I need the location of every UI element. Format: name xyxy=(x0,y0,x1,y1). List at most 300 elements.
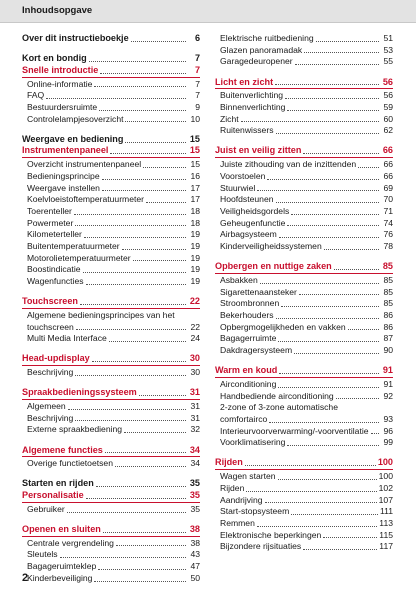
dot-leader xyxy=(146,202,186,203)
toc-entry-title: Kinderbeveiliging xyxy=(27,572,93,583)
toc-page-number: 35 xyxy=(190,503,200,514)
toc-page-number: 19 xyxy=(190,252,200,263)
toc-page-number: 17 xyxy=(190,194,200,205)
toc-page-number: 85 xyxy=(383,274,393,285)
toc-page-number: 85 xyxy=(383,286,393,297)
dot-leader xyxy=(316,41,379,42)
toc-section-heading[interactable] xyxy=(215,261,393,274)
toc-entry-title: Hoofdsteunen xyxy=(220,194,274,205)
toc-page-number: 34 xyxy=(189,444,200,455)
dot-leader xyxy=(143,167,186,168)
toc-entry[interactable] xyxy=(215,310,393,322)
dot-leader xyxy=(110,153,186,154)
toc-entry[interactable] xyxy=(215,322,393,334)
toc-entry[interactable] xyxy=(215,241,393,253)
dot-leader xyxy=(358,167,379,168)
toc-entry-title: Opbergen en nuttige zaken xyxy=(215,261,332,272)
toc-entry-title: Airconditioning xyxy=(220,378,277,389)
dot-leader xyxy=(278,387,379,388)
toc-entry[interactable] xyxy=(215,102,393,114)
toc-page-number: 55 xyxy=(383,56,393,67)
toc-section-heading[interactable] xyxy=(22,33,200,45)
toc-section-heading[interactable] xyxy=(215,458,393,471)
toc-entry-title: Aandrijving xyxy=(220,494,263,505)
toc-entry-title: Elektronische beperkingen xyxy=(220,529,322,540)
dot-leader xyxy=(139,395,186,396)
dot-leader xyxy=(103,532,186,533)
dot-leader xyxy=(334,269,379,270)
toc-page-number: 71 xyxy=(383,205,393,216)
dot-leader xyxy=(89,61,186,62)
toc-entry[interactable] xyxy=(22,90,200,102)
toc-entry[interactable] xyxy=(215,229,393,241)
toc-entry-title: Asbakken xyxy=(220,274,258,285)
toc-entry-title: touchscreen xyxy=(27,321,74,332)
toc-entry-title: Online-informatie xyxy=(27,78,93,89)
toc-section-heading[interactable] xyxy=(215,365,393,378)
toc-page-number: 53 xyxy=(383,44,393,55)
toc-entry-title: Kinderveiligheidssystemen xyxy=(220,240,322,251)
toc-entry[interactable] xyxy=(22,333,200,345)
toc-entry[interactable] xyxy=(215,541,393,553)
toc-entry[interactable] xyxy=(215,33,393,45)
toc-page-number: 24 xyxy=(190,333,200,344)
dot-leader xyxy=(99,110,186,111)
toc-entry-continued[interactable]: Algemene bedieningsprincipes van het xyxy=(27,309,175,320)
toc-entry-title: Warm en koud xyxy=(215,365,278,376)
toc-entry-title: Ruitenwissers xyxy=(220,125,274,136)
toc-page-number: 100 xyxy=(377,457,393,468)
dot-leader xyxy=(75,375,186,376)
toc-page-number: 100 xyxy=(378,471,393,482)
toc-entry-title: Juiste zithouding van de inzittenden xyxy=(220,159,357,170)
toc-entry-title: Snelle introductie xyxy=(22,64,99,75)
toc-entry-title: Bijzondere rijsituaties xyxy=(220,541,302,552)
dot-leader xyxy=(116,545,186,546)
toc-entry[interactable] xyxy=(215,530,393,542)
dot-leader xyxy=(109,341,186,342)
toc-entry-title: Over dit instructieboekje xyxy=(22,32,129,43)
toc-entry-title: Handbediende airconditioning xyxy=(220,390,334,401)
toc-entry[interactable] xyxy=(22,171,200,183)
toc-section-heading[interactable] xyxy=(22,524,200,537)
toc-page-number: 31 xyxy=(190,412,200,423)
dot-leader xyxy=(75,420,186,421)
toc-entry-title: Voorstoelen xyxy=(220,170,266,181)
toc-page-number: 7 xyxy=(195,78,200,89)
toc-entry-title: Remmen xyxy=(220,517,255,528)
dot-leader xyxy=(299,294,379,295)
toc-entry[interactable] xyxy=(22,194,200,206)
toc-entry[interactable] xyxy=(215,90,393,102)
toc-entry-title: Juist en veilig zitten xyxy=(215,145,302,156)
toc-page-number: 62 xyxy=(383,125,393,136)
toc-entry[interactable] xyxy=(215,495,393,507)
toc-entry[interactable] xyxy=(22,549,200,561)
dot-leader xyxy=(287,110,379,111)
toc-entry[interactable] xyxy=(215,206,393,218)
toc-entry[interactable] xyxy=(215,56,393,68)
dot-leader xyxy=(75,225,186,226)
dot-leader xyxy=(276,318,379,319)
toc-page-number: 31 xyxy=(189,387,200,398)
dot-leader xyxy=(287,225,379,226)
dot-leader xyxy=(84,237,186,238)
dot-leader xyxy=(74,214,186,215)
toc-entry[interactable] xyxy=(22,159,200,171)
toc-entry-title: Bekerhouders xyxy=(220,309,274,320)
dot-leader xyxy=(303,549,377,550)
toc-entry[interactable] xyxy=(22,538,200,550)
dot-leader xyxy=(275,84,379,85)
dot-leader xyxy=(98,569,186,570)
toc-entry[interactable] xyxy=(215,426,393,438)
toc-entry[interactable] xyxy=(22,114,200,126)
toc-page-number: 86 xyxy=(383,309,393,320)
toc-page-number: 15 xyxy=(190,159,200,170)
toc-entry-title: Motorolietemperatuurmeter xyxy=(27,252,131,263)
toc-entry[interactable] xyxy=(22,573,200,585)
dot-leader xyxy=(279,237,379,238)
toc-entry[interactable] xyxy=(22,102,200,114)
toc-entry[interactable] xyxy=(215,379,393,391)
dot-leader xyxy=(102,179,186,180)
toc-entry-continued[interactable]: 2-zone of 3-zone automatische xyxy=(220,402,338,413)
toc-page-number: 19 xyxy=(190,229,200,240)
toc-entry[interactable] xyxy=(22,504,200,516)
toc-entry[interactable] xyxy=(22,241,200,253)
toc-entry-title: Bagageruimteklep xyxy=(27,561,97,572)
toc-entry-title: Weergave instellen xyxy=(27,182,100,193)
toc-page-number: 17 xyxy=(190,182,200,193)
toc-entry-title: Beschrijving xyxy=(27,412,74,423)
toc-entry-title: Controlelampjesoverzicht xyxy=(27,113,124,124)
toc-section-heading[interactable] xyxy=(22,387,200,400)
dot-leader xyxy=(269,422,379,423)
toc-entry[interactable] xyxy=(215,171,393,183)
toc-entry-title: Rijden xyxy=(215,457,243,468)
toc-entry-title: Koelvloeistoftemperatuurmeter xyxy=(27,194,145,205)
toc-page-number: 7 xyxy=(195,90,200,101)
dot-leader xyxy=(371,433,379,434)
toc-section-heading[interactable] xyxy=(22,296,200,309)
toc-page-number: 117 xyxy=(379,541,393,552)
toc-page-number: 87 xyxy=(383,333,393,344)
toc-entry[interactable] xyxy=(215,483,393,495)
toc-entry-title: Spraakbedieningssysteem xyxy=(22,387,137,398)
toc-page-number: 10 xyxy=(190,113,200,124)
toc-page-number: 59 xyxy=(383,101,393,112)
toc-entry[interactable] xyxy=(22,218,200,230)
dot-leader xyxy=(287,445,379,446)
toc-page-number: 66 xyxy=(382,145,393,156)
dot-leader xyxy=(46,98,186,99)
toc-entry[interactable] xyxy=(215,45,393,57)
toc-entry[interactable] xyxy=(215,391,393,403)
toc-page-number: 6 xyxy=(194,32,200,43)
dot-leader xyxy=(294,353,379,354)
toc-page-number: 66 xyxy=(383,159,393,170)
toc-entry-title: Head-updisplay xyxy=(22,353,90,364)
dot-leader xyxy=(86,284,186,285)
toc-entry[interactable] xyxy=(215,298,393,310)
dot-leader xyxy=(304,52,379,53)
toc-page-number: 38 xyxy=(190,537,200,548)
toc-entry-title: Sleutels xyxy=(27,549,58,560)
dot-leader xyxy=(281,306,379,307)
toc-entry-title: Voorklimatisering xyxy=(220,437,286,448)
toc-page-number: 99 xyxy=(383,437,393,448)
toc-entry-title: Stroombronnen xyxy=(220,298,280,309)
dot-leader xyxy=(348,329,379,330)
toc-entry[interactable] xyxy=(22,413,200,425)
toc-entry-title: Powermeter xyxy=(27,217,74,228)
toc-entry[interactable] xyxy=(22,458,200,470)
toc-entry-title: Glazen panoramadak xyxy=(220,44,303,55)
toc-entry-title: Kort en bondig xyxy=(22,53,87,64)
toc-page-number: 51 xyxy=(383,32,393,43)
toc-page-number: 86 xyxy=(383,321,393,332)
dot-leader xyxy=(125,142,186,143)
dot-leader xyxy=(285,98,379,99)
dot-leader xyxy=(83,272,186,273)
dot-leader xyxy=(102,190,186,191)
toc-page-number: 56 xyxy=(382,76,393,87)
dot-leader xyxy=(100,73,186,74)
toc-page-number: 107 xyxy=(378,494,393,505)
dot-leader xyxy=(94,581,186,582)
dot-leader xyxy=(260,283,379,284)
toc-page-number: 15 xyxy=(189,133,200,144)
toc-entry[interactable] xyxy=(215,518,393,530)
toc-column-right xyxy=(215,33,393,553)
toc-page-number: 93 xyxy=(383,413,393,424)
toc-page-number: 38 xyxy=(189,524,200,535)
dot-leader xyxy=(131,41,186,42)
toc-entry[interactable] xyxy=(22,322,200,334)
dot-leader xyxy=(291,514,378,515)
toc-page-number: 102 xyxy=(378,482,393,493)
toc-page-number: 32 xyxy=(190,424,200,435)
dot-leader xyxy=(86,498,186,499)
toc-entry[interactable] xyxy=(22,424,200,436)
dot-leader xyxy=(60,557,186,558)
dot-leader xyxy=(257,526,377,527)
toc-section-heading[interactable] xyxy=(22,65,200,78)
toc-entry[interactable] xyxy=(215,437,393,449)
toc-entry-title: Boostindicatie xyxy=(27,264,81,275)
toc-entry-title: Zicht xyxy=(220,113,239,124)
toc-entry[interactable] xyxy=(22,367,200,379)
dot-leader xyxy=(276,202,379,203)
toc-page-number: 56 xyxy=(383,90,393,101)
toc-entry-title: Algemeen xyxy=(27,401,66,412)
toc-entry[interactable] xyxy=(215,125,393,137)
toc-page-number: 115 xyxy=(379,529,393,540)
dot-leader xyxy=(115,466,186,467)
toc-entry-title: Multi Media Interface xyxy=(27,333,107,344)
toc-page-number: 113 xyxy=(379,517,393,528)
toc-entry-title: Openen en sluiten xyxy=(22,524,101,535)
toc-page-number: 35 xyxy=(189,490,200,501)
toc-section-heading[interactable] xyxy=(22,134,200,146)
dot-leader xyxy=(96,486,186,487)
toc-entry[interactable] xyxy=(215,275,393,287)
dot-leader xyxy=(125,121,186,122)
toc-page-number: 7 xyxy=(194,53,200,64)
toc-page-number: 76 xyxy=(383,229,393,240)
toc-section-heading[interactable] xyxy=(22,53,200,65)
toc-entry[interactable] xyxy=(215,194,393,206)
toc-entry-title: Personalisatie xyxy=(22,490,84,501)
toc-section-heading[interactable] xyxy=(22,445,200,458)
toc-page-number: 50 xyxy=(190,572,200,583)
toc-page-number: 74 xyxy=(383,217,393,228)
toc-page-number: 31 xyxy=(190,401,200,412)
dot-leader xyxy=(245,465,376,466)
dot-leader xyxy=(291,214,379,215)
toc-section-heading[interactable] xyxy=(22,146,200,159)
toc-entry-title: Externe spraakbediening xyxy=(27,424,123,435)
toc-entry-title: Centrale vergrendeling xyxy=(27,537,114,548)
toc-page-number: 7 xyxy=(194,64,200,75)
dot-leader xyxy=(68,409,186,410)
toc-page-number: 85 xyxy=(383,298,393,309)
toc-entry[interactable] xyxy=(215,345,393,357)
toc-entry-title: Start-stopsysteem xyxy=(220,506,290,517)
toc-page-number: 22 xyxy=(190,321,200,332)
toc-entry[interactable] xyxy=(215,471,393,483)
page-number: 2 xyxy=(22,572,29,584)
toc-page-number: 66 xyxy=(383,170,393,181)
toc-entry[interactable] xyxy=(215,159,393,171)
toc-page-number: 19 xyxy=(190,276,200,287)
toc-page-number: 85 xyxy=(382,261,393,272)
dot-leader xyxy=(265,502,377,503)
toc-page-number: 69 xyxy=(383,182,393,193)
toc-entry-title: Gebruiker xyxy=(27,503,65,514)
toc-entry[interactable] xyxy=(22,561,200,573)
toc-entry-title: Bestuurdersruimte xyxy=(27,101,98,112)
toc-entry-title: Wagen starten xyxy=(220,471,276,482)
toc-section-heading[interactable] xyxy=(215,146,393,159)
toc-entry-title: Bagagerruimte xyxy=(220,333,277,344)
dot-leader xyxy=(92,361,186,362)
toc-page-number: 18 xyxy=(190,205,200,216)
dot-leader xyxy=(336,398,379,399)
toc-page-number: 96 xyxy=(383,425,393,436)
toc-entry[interactable] xyxy=(215,183,393,195)
toc-entry-title: Starten en rijden xyxy=(22,478,94,489)
toc-entry-title: FAQ xyxy=(27,90,45,101)
dot-leader xyxy=(324,249,379,250)
toc-entry-title: Garagedeuropener xyxy=(220,56,293,67)
dot-leader xyxy=(267,179,379,180)
toc-section-heading[interactable] xyxy=(22,490,200,503)
toc-entry-title: Rijden xyxy=(220,482,245,493)
toc-entry[interactable] xyxy=(215,218,393,230)
dot-leader xyxy=(278,479,377,480)
toc-entry-title: Kilometerteller xyxy=(27,229,82,240)
toc-entry-title: Geheugenfunctie xyxy=(220,217,286,228)
toc-entry[interactable] xyxy=(215,506,393,518)
dot-leader xyxy=(323,537,377,538)
dot-leader xyxy=(133,260,186,261)
dot-leader xyxy=(105,452,186,453)
toc-section-heading[interactable] xyxy=(22,354,200,367)
dot-leader xyxy=(67,512,186,513)
toc-page-number: 47 xyxy=(190,561,200,572)
dot-leader xyxy=(241,121,379,122)
toc-entry-title: Touchscreen xyxy=(22,296,78,307)
dot-leader xyxy=(94,86,186,87)
toc-entry-title: Buitenverlichting xyxy=(220,90,284,101)
toc-page-number: 18 xyxy=(190,217,200,228)
toc-page-number: 34 xyxy=(190,458,200,469)
dot-leader xyxy=(80,304,186,305)
toc-page-number: 91 xyxy=(383,378,393,389)
toc-entry[interactable] xyxy=(22,401,200,413)
toc-section-heading[interactable] xyxy=(215,77,393,90)
toc-page-number: 30 xyxy=(190,367,200,378)
toc-entry[interactable] xyxy=(22,276,200,288)
dot-leader xyxy=(303,153,379,154)
toc-entry-title: Veiligheidsgordels xyxy=(220,205,290,216)
toc-entry-title: Binnenverlichting xyxy=(220,101,286,112)
toc-entry-title: Sigarettenaansteker xyxy=(220,286,297,297)
toc-page-number: 19 xyxy=(190,240,200,251)
toc-entry[interactable] xyxy=(215,287,393,299)
toc-section-heading[interactable] xyxy=(22,479,200,491)
toc-entry[interactable] xyxy=(22,206,200,218)
dot-leader xyxy=(278,341,379,342)
toc-entry[interactable] xyxy=(215,114,393,126)
dot-leader xyxy=(276,133,380,134)
page-header xyxy=(0,0,416,23)
toc-entry-title: comfortairco xyxy=(220,413,268,424)
toc-entry-title: Interieurvoorverwarming/-voorventilatie xyxy=(220,425,369,436)
toc-entry-title: Stuurwiel xyxy=(220,182,256,193)
toc-entry-title: Algemene functies xyxy=(22,444,103,455)
dot-leader xyxy=(279,373,379,374)
toc-entry[interactable] xyxy=(22,264,200,276)
toc-entry-title: Overzicht instrumentenpaneel xyxy=(27,159,142,170)
toc-page-number: 9 xyxy=(195,101,200,112)
toc-entry[interactable] xyxy=(22,79,200,91)
toc-entry-title: Bedieningsprincipe xyxy=(27,170,100,181)
toc-page-number: 70 xyxy=(383,194,393,205)
dot-leader xyxy=(257,190,379,191)
dot-leader xyxy=(246,491,376,492)
toc-page-number: 111 xyxy=(379,506,393,517)
toc-entry[interactable] xyxy=(215,414,393,426)
toc-entry-title: Wagenfuncties xyxy=(27,276,84,287)
toc-page-number: 15 xyxy=(189,145,200,156)
toc-page-number: 19 xyxy=(190,264,200,275)
toc-entry[interactable] xyxy=(22,183,200,195)
toc-page-number: 78 xyxy=(383,240,393,251)
dot-leader xyxy=(76,329,186,330)
toc-entry[interactable] xyxy=(22,253,200,265)
toc-entry[interactable] xyxy=(215,333,393,345)
toc-entry-title: Elektrische ruitbediening xyxy=(220,32,314,43)
toc-page-number: 91 xyxy=(382,365,393,376)
dot-leader xyxy=(295,64,379,65)
dot-leader xyxy=(124,432,186,433)
toc-entry-title: Airbagsysteem xyxy=(220,229,277,240)
toc-entry[interactable] xyxy=(22,229,200,241)
toc-page-number: 22 xyxy=(189,296,200,307)
